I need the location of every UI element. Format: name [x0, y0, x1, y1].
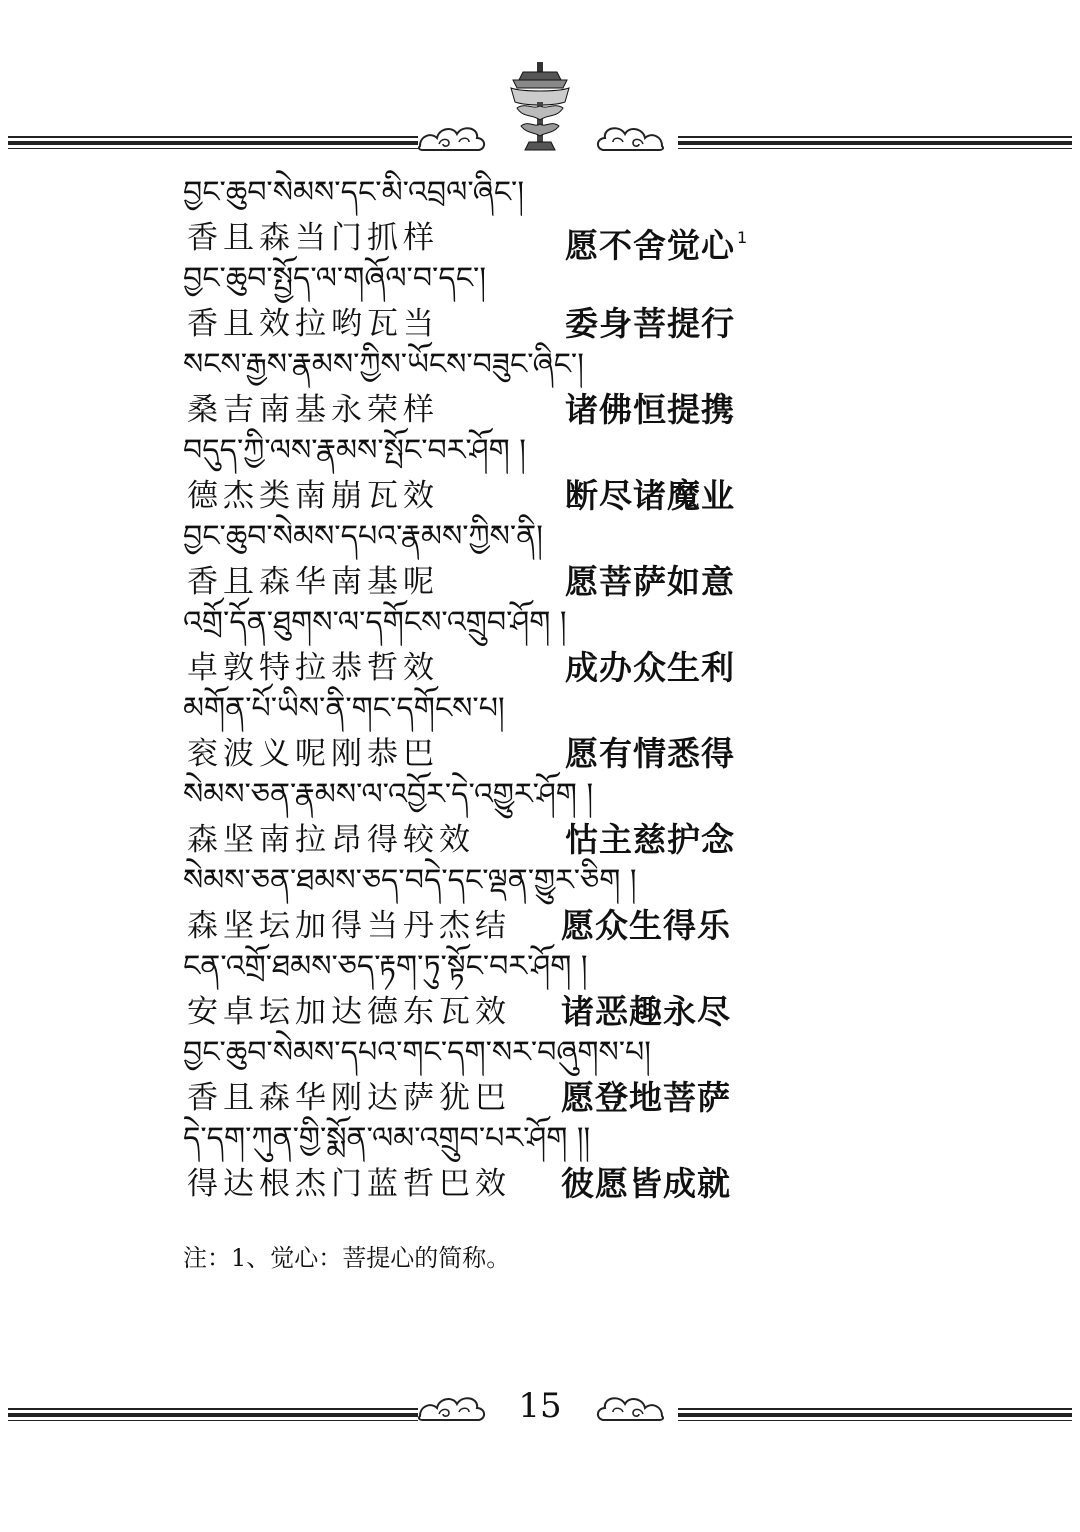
parasol-emblem-icon	[503, 62, 577, 154]
tibetan-line: སངས་རྒྱས་རྣམས་ཀྱིས་ཡོངས་བཟུང་ཞིང་།	[183, 347, 584, 382]
transliteration-line: 森坚坛加得当丹杰结	[187, 908, 511, 944]
meaning-line: 委身菩提行	[565, 304, 735, 343]
transliteration-line: 得达根杰门蓝哲巴效	[187, 1166, 511, 1202]
tibetan-line: བྱང་ཆུབ་སེམས་དང་མི་འབྲལ་ཞིང་།	[183, 175, 525, 210]
tibetan-line: འགྲོ་དོན་ཐུགས་ལ་དགོངས་འགྲུབ་ཤོག །	[183, 605, 567, 640]
cloud-ornament-icon	[415, 118, 490, 154]
page-number: 15	[518, 1386, 562, 1426]
transliteration-line: 安卓坛加达德东瓦效	[187, 994, 511, 1030]
transliteration-line: 香且森华南基呢	[187, 564, 439, 600]
meaning-line: 彼愿皆成就	[561, 1164, 731, 1203]
cloud-ornament-icon	[415, 1388, 490, 1424]
tibetan-line: བདུད་ཀྱི་ལས་རྣམས་སྤོང་བར་ཤོག །	[183, 433, 526, 468]
transliteration-line: 香且森当门抓样	[187, 220, 439, 256]
meaning-line: 愿众生得乐	[561, 906, 731, 945]
tibetan-line: དེ་དག་ཀུན་གྱི་སྨོན་ལམ་འགྲུབ་པར་ཤོག །།	[183, 1121, 591, 1156]
cloud-ornament-icon	[592, 1388, 667, 1424]
footnote-ref: 1	[737, 228, 749, 247]
meaning-line: 成办众生利	[565, 648, 735, 687]
transliteration-line: 衮波义呢刚恭巴	[187, 736, 439, 772]
meaning-line: 愿菩萨如意	[565, 562, 735, 601]
tibetan-line: བྱང་ཆུབ་སྤྱོད་ལ་གཞོལ་བ་དང་།	[183, 261, 486, 296]
transliteration-line: 德杰类南崩瓦效	[187, 478, 439, 514]
meaning-line: 愿不舍觉心 $^1$	[565, 226, 749, 265]
transliteration-line: 香且森华刚达萨犹巴	[187, 1080, 511, 1116]
meaning-line: 愿登地菩萨	[561, 1078, 731, 1117]
tibetan-line: བྱང་ཆུབ་སེམས་དཔའ་གང་དག་སར་བཞུགས་པ།	[183, 1035, 651, 1070]
meaning-line: 愿有情悉得	[565, 734, 735, 773]
tibetan-line: སེམས་ཅན་ཐམས་ཅད་བདེ་དང་ལྡན་གྱུར་ཅིག །	[183, 863, 637, 898]
cloud-ornament-icon	[592, 118, 667, 154]
transliteration-line: 香且效拉哟瓦当	[187, 306, 439, 342]
meaning-line: 怙主慈护念	[565, 820, 735, 859]
tibetan-line: སེམས་ཅན་རྣམས་ལ་འབྱོར་དེ་འགྱུར་ཤོག །	[183, 777, 594, 812]
meaning-line: 诸恶趣永尽	[561, 992, 731, 1031]
tibetan-line: མགོན་པོ་ཡིས་ནི་གང་དགོངས་པ།	[183, 691, 505, 726]
transliteration-line: 森坚南拉昂得较效	[187, 822, 475, 858]
meaning-line: 断尽诸魔业	[565, 476, 735, 515]
tibetan-line: བྱང་ཆུབ་སེམས་དཔའ་རྣམས་ཀྱིས་ནི།	[183, 519, 543, 554]
meaning-line: 诸佛恒提携	[565, 390, 735, 429]
transliteration-line: 卓敦特拉恭哲效	[187, 650, 439, 686]
tibetan-line: ངན་འགྲོ་ཐམས་ཅད་རྟག་ཏུ་སྟོང་བར་ཤོག །	[183, 949, 588, 984]
footnote: 注：1、觉心：菩提心的简称。	[183, 1244, 511, 1272]
transliteration-line: 桑吉南基永荣样	[187, 392, 439, 428]
